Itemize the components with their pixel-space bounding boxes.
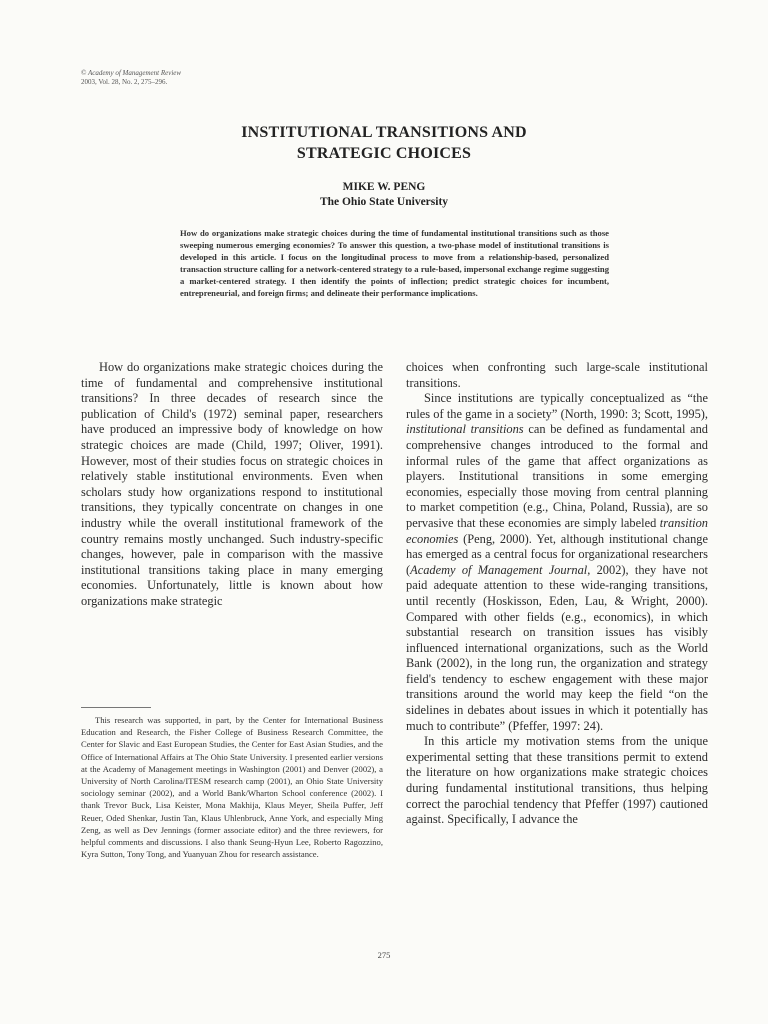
author-name: MIKE W. PENG [342,181,426,193]
body-paragraph: In this article my motivation stems from the unique experimental setting that these transitions permit to extend the literature on how organizations make strategic choices during fundamental institutional transitions, thus helping correct the parochial tendency that Pfeffer (1997) cautioned against. Specifically, I advance the [406,734,708,827]
body-paragraph [406,391,708,734]
footnote-divider [81,707,151,708]
text-run: (Peng, 2000). Yet, although institutional change has emerged as a central focus for organizational researchers ( [406,531,708,577]
journal-reference: Academy of Management Journal [410,562,588,577]
abstract: How do organizations make strategic choices during the time of fundamental institutional transitions such as those sweeping numerous emerging economies? To answer this question, a two-phase model of institutional transitions is developed in this article. I focus on the longitudinal process to move from a relationship-based, personalized transaction structure calling for a network-centered strategy to a rule-based, impersonal exchange regime suggesting a market-centered strategy. I then identify the points of inflection; predict strategic choices for incumbent, entrepreneurial, and foreign firms; and delineate their performance implications. [180,228,609,298]
author-block [0,180,768,210]
page-number: 275 [377,950,391,960]
footnote-text: This research was supported, in part, by the Center for International Business Education and Research, the Fisher College of Business Research Committee, the Center for Slavic and East European Studies, the Center for East Asian Studies, and the Office of International Affairs at The Ohio State University. I presented earlier versions at the Academy of Management meetings in Washington (2001) and Denver (2002), a University of North Carolina/ITESM research camp (2001), an Ohio State University sociology seminar (2002), and a World Bank/Wharton School conference (2002). I thank Trevor Buck, Lisa Keister, Mona Makhija, Klaus Meyer, Sheila Puffer, Jeff Reuer, Oded Shenkar, Justin Tan, Klaus Uhlenbruck, Anne York, and especially Ming Zeng, as well as Dev Jennings (former associate editor) and the three reviewers, for helpful comments and discussions. I also thank Seung-Hyun Lee, Roberto Ragozzino, Kyra Sutton, Tony Tong, and Yuanyuan Zhou for research assistance. [81,715,383,860]
journal-citation [81,69,281,87]
text-run: , 2002), they have not paid adequate attention to these wide-ranging transitions, until recently (Hoskisson, Eden, Lau, & Wright, 2000). Compared with other fields (e.g., economics), in which substantial research on transition issues has visibly influenced international organizations, such as the World Bank (2002), in the long run, the organization and strategy field's tendency to eschew engagement with these major transitions around the world may keep the field “on the sidelines in debates about issues in which it potentially has much to contribute” (Pfeffer, 1997: 24). [406,562,708,733]
body-paragraph-continued: choices when confronting such large-scale institutional transitions. [406,360,708,390]
left-column [81,360,383,610]
text-run: Since institutions are typically conceptualized as “the rules of the game in a society” (North, 1990: 3; Scott, 1995), [406,391,708,421]
title-line-1: INSTITUTIONAL TRANSITIONS AND [241,124,527,141]
text-run: can be defined as fundamental and comprehensive changes introduced to the formal and informal rules of the game that affect organizations as players. Institutional transitions in some emerging economies, especially those moving from central planning to market competition (e.g., China, Poland, Russia), are so pervasive that these economies are simply labeled [406,422,708,530]
article-title [0,122,768,164]
term-transition-economies: transition economies [406,515,708,546]
term-institutional-transitions: institutional transitions [406,422,524,437]
right-column [406,360,708,828]
body-paragraph: How do organizations make strategic choices during the time of fundamental and comprehensive institutional transitions? In three decades of research since the publication of Child's (1972) seminal paper, researchers have produced an impressive body of knowledge on how strategic choices are made (Child, 1997; Oliver, 1991). However, most of their studies focus on strategic choices in relatively stable institutional environments. Even when scholars study how organizations respond to institutional transitions, they typically concentrate on changes in one industry while the overall institutional framework of the country remains mostly unchanged. Such industry-specific changes, however, pale in comparison with the massive institutional transitions taking place in many emerging economies. Unfortunately, little is known about how organizations make strategic [81,360,383,608]
journal-volume: 2003, Vol. 28, No. 2, 275–296. [81,78,168,86]
title-line-2: STRATEGIC CHOICES [296,145,472,162]
author-affiliation: The Ohio State University [319,196,449,208]
journal-name: © Academy of Management Review [81,69,182,77]
footnote [81,714,383,860]
